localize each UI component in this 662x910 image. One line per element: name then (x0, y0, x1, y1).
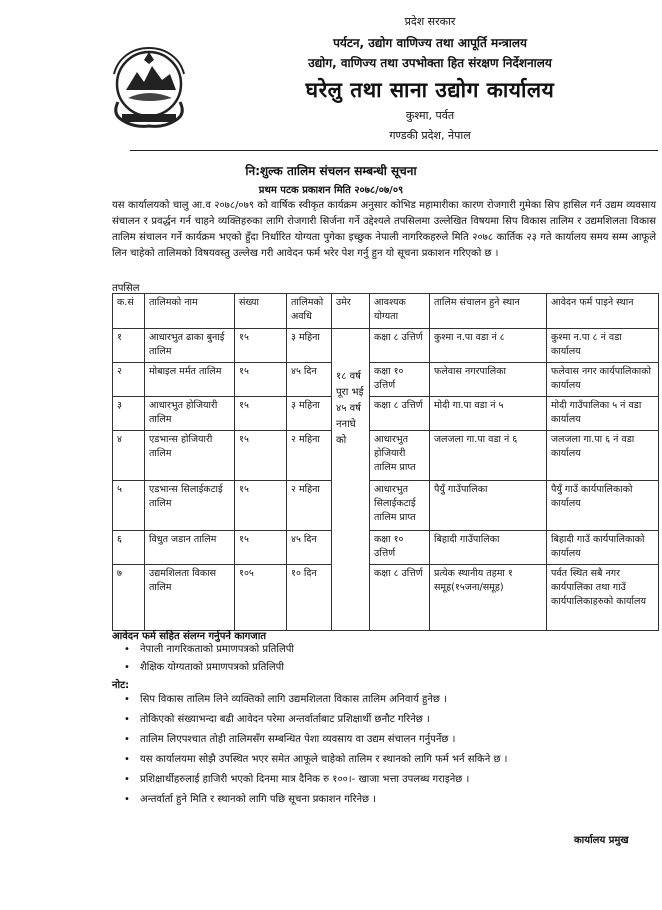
cell-venue: प्रत्येक स्थानीय तहमा १ समूह(१५जना/समूह) (430, 565, 547, 631)
list-item: • तोकिएको संख्याभन्दा बढी आवेदन परेमा अन्तर्वार्ताबाट प्रशिक्षार्थी छनौट गरिनेछ । (118, 710, 638, 730)
table-row (113, 531, 659, 565)
cell-sn: १ (113, 329, 145, 363)
cell-name: उद्यमशिलता विकास तालिम (145, 565, 235, 631)
cell-form: पर्वत स्थित सबै नगर कार्यपालिका तथा गाउँ कार्यपालिकाहरुको कार्यालय (547, 565, 659, 631)
ministry-name: पर्यटन, उद्योग वाणिज्य तथा आपूर्ति मन्त्रालय (333, 36, 527, 50)
cell-qualification: कक्षा १० उत्तिर्ण (370, 363, 430, 397)
cell-qualification: कक्षा ८ उत्तिर्ण (370, 329, 430, 363)
cell-count: १५ (235, 329, 287, 363)
training-table (112, 293, 659, 631)
details-label: तपसिल (112, 283, 140, 294)
col-header-venue: तालिम संचालन हुने स्थान (430, 294, 547, 329)
cell-qualification: कक्षा ८ उत्तिर्ण (370, 565, 430, 631)
col-header-qualification: आवश्यक योग्यता (370, 294, 430, 329)
cell-name: आधारभुत ढाका बुनाई तालिम (145, 329, 235, 363)
col-header-count: संख्या (235, 294, 287, 329)
list-item: • अन्तर्वार्ता हुने मिति र स्थानको लागि पछि सूचना प्रकाशन गरिनेछ । (118, 790, 638, 810)
cell-form: कुश्मा न.पा ८ नं वडा कार्यालय (547, 329, 659, 363)
cell-count: १५ (235, 481, 287, 531)
cell-sn: ३ (113, 397, 145, 431)
cell-duration: ४५ दिन (287, 531, 332, 565)
nepal-government-emblem-icon (104, 40, 194, 132)
cell-qualification: आधारभुत सिलाईकटाई तालिम प्राप्त (370, 481, 430, 531)
note-heading: नोट: (112, 680, 130, 691)
header-divider (130, 150, 658, 151)
cell-venue: मोदी गा.पा वडा नं ५ (430, 397, 547, 431)
cell-sn: ६ (113, 531, 145, 565)
letterhead (0, 10, 662, 142)
cell-sn: ७ (113, 565, 145, 631)
table-header-row (113, 294, 659, 329)
cell-count: १५ (235, 531, 287, 565)
cell-sn: ४ (113, 431, 145, 481)
table-row (113, 329, 659, 363)
age-requirement: १८ वर्ष पूरा भई ४५ वर्ष ननाघे को (336, 371, 364, 446)
list-item: • यस कार्यालयमा सोझै उपस्थित भएर समेत आफूले चाहेको तालिम र स्थानको लागि फर्म भर्न सकिने छ । (118, 750, 638, 770)
notice-title: नि:शुल्क तालिम संचलन सम्बन्धी सूचना (245, 164, 417, 178)
cell-duration: २ महिना (287, 481, 332, 531)
required-documents-list (118, 641, 638, 677)
list-item: • सिप विकास तालिम लिने व्यक्तिको लागि उद्यमशिलता विकास तालिम अनिवार्य हुनेछ । (118, 690, 638, 710)
list-item: • नेपाली नागरिकताको प्रमाणपत्रको प्रतिलिपी (118, 641, 638, 659)
publication-date: प्रथम पटक प्रकाशन मिति २०७८/०७/०९ (258, 185, 404, 196)
office-province: गण्डकी प्रदेश, नेपाल (389, 129, 471, 142)
cell-qualification: कक्षा १० उत्तिर्ण (370, 531, 430, 565)
cell-duration: ४५ दिन (287, 363, 332, 397)
cell-venue: बिहादी गाउँपालिका (430, 531, 547, 565)
cell-name: विधुत जडान तालिम (145, 531, 235, 565)
cell-count: १०५ (235, 565, 287, 631)
cell-qualification: आधारभुत होजियारी तालिम प्राप्त (370, 431, 430, 481)
list-item: • शैक्षिक योग्यताको प्रमाणपत्रको प्रतिलिपी (118, 659, 638, 677)
col-header-duration: तालिमको अवधि (287, 294, 332, 329)
note-list (118, 690, 638, 810)
office-place: कुश्मा, पर्वत (405, 109, 455, 122)
cell-sn: ५ (113, 481, 145, 531)
cell-venue: कुश्मा न.पा वडा नं ८ (430, 329, 547, 363)
table-row (113, 565, 659, 631)
col-header-sn: क.सं (113, 294, 145, 329)
cell-form: मोदी गाउँपालिका ५ नं वडा कार्यालय (547, 397, 659, 431)
cell-venue: फलेवास नगरपालिका (430, 363, 547, 397)
cell-venue: जलजला गा.पा वडा नं ६ (430, 431, 547, 481)
directorate-name: उद्योग, वाणिज्य तथा उपभोक्ता हित संरक्षण निर्देशनालय (308, 56, 552, 70)
office-name: घरेलु तथा साना उद्योग कार्यालय (305, 78, 555, 102)
cell-duration: १० दिन (287, 565, 332, 631)
col-header-form: आवेदन फर्म पाइने स्थान (547, 294, 659, 329)
cell-count: १५ (235, 431, 287, 481)
cell-form: जलजला गा.पा ६ नं वडा कार्यालय (547, 431, 659, 481)
cell-sn: २ (113, 363, 145, 397)
required-documents-heading: आवेदन फर्म सहित संलग्न गर्नुपर्ने कागजात (112, 631, 267, 642)
cell-venue: पैयुँ गाउँपालिका (430, 481, 547, 531)
table-row (113, 363, 659, 397)
col-header-age: उमेर (332, 294, 370, 329)
government-name: प्रदेश सरकार (404, 15, 456, 28)
cell-duration: ३ महिना (287, 397, 332, 431)
list-item: • तालिम लिएपश्चात तोही तालिमसँग सम्बन्धित पेशा व्यवसाय वा उद्यम संचालन गर्नुपर्नेछ । (118, 730, 638, 750)
cell-name: आधारभुत होजियारी तालिम (145, 397, 235, 431)
notice-intro: यस कार्यालयको चालु आ.व २०७८/०७९ को वार्षिक स्वीकृत कार्यक्रम अनुसार कोभिड महामारीका कारण रोजगारी गुमेका सिप हासिल गर्न उद्यम व्यवसाय संचालन र प्रवर्द्धन गर्न चाहने व्यक्तिहरुका लागि रोजगारी सिर्जना गर्ने उद्देश्यले तपसिलमा उल्लेखित विषयमा सिप विकास तालिम र उद्यमशिलता विकास तालिम संचालन गर्ने कार्यक्रम भएको हुँदा निर्धारित योग्यता पुगेका इच्छुक नेपाली नागरिकहरुले मिति २०७८ कार्तिक २३ गते कार्यालय समय सम्म आफूले लिन चाहेको तालिमको विषयवस्तु उल्लेख गरी आवेदन फर्म भरेर पेश गर्नु हुन यो सूचना प्रकाशन गरिएको छ । (112, 200, 656, 259)
signatory: कार्यालय प्रमुख (574, 835, 629, 846)
cell-form: फलेवास नगर कार्यपालिकाको कार्यालय (547, 363, 659, 397)
table-row (113, 397, 659, 431)
list-item: • प्रशिक्षार्थीहरुलाई हाजिरी भएको दिनमा मात्र दैनिक रु १००।- खाजा भत्ता उपलब्ध गराइनेछ । (118, 770, 638, 790)
cell-qualification: कक्षा ८ उत्तिर्ण (370, 397, 430, 431)
cell-form: पैयुँ गाउँ कार्यपालिकाको कार्यालय (547, 481, 659, 531)
cell-count: १५ (235, 397, 287, 431)
table-row (113, 431, 659, 481)
cell-name: मोबाइल मर्मत तालिम (145, 363, 235, 397)
table-row (113, 481, 659, 531)
cell-form: बिहादी गाउँ कार्यपालिकाको कार्यालय (547, 531, 659, 565)
cell-name: एडभान्स होजियारी तालिम (145, 431, 235, 481)
col-header-name: तालिमको नाम (145, 294, 235, 329)
cell-count: १५ (235, 363, 287, 397)
cell-duration: ३ महिना (287, 329, 332, 363)
cell-duration: २ महिना (287, 431, 332, 481)
cell-age (332, 329, 370, 631)
cell-name: एडभान्स सिलाईकटाई तालिम (145, 481, 235, 531)
